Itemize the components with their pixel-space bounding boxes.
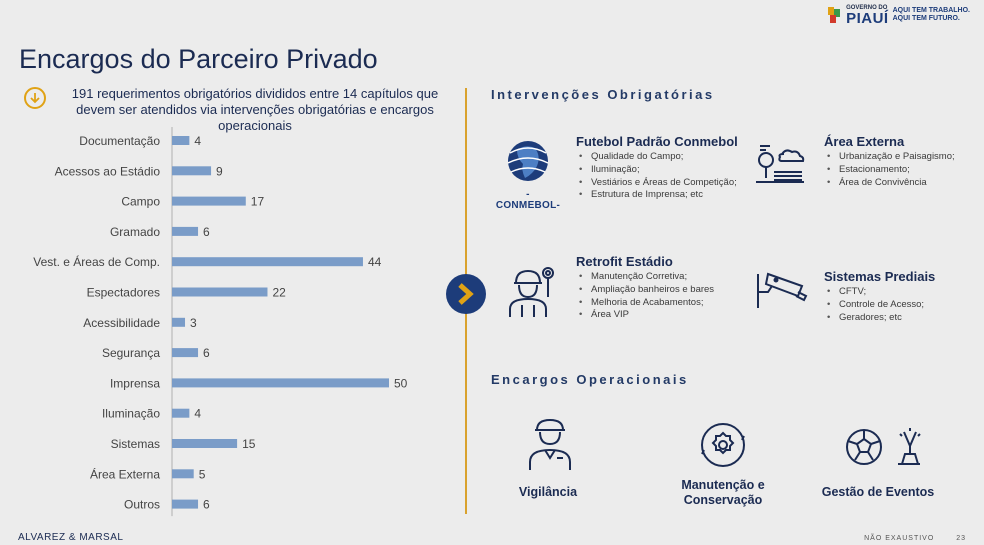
security-guard-icon [527, 418, 573, 477]
logo-slogan-1: AQUI TEM TRABALHO. [892, 7, 970, 15]
category-label: Acessibilidade [83, 315, 160, 330]
intervention-bullet: • Ampliação banheiros e bares [576, 284, 746, 297]
value-label: 6 [203, 224, 210, 239]
intervention-bullet: • Estrutura de Imprensa; etc [576, 189, 746, 202]
footer-disclaimer: NÃO EXAUSTIVO [864, 535, 935, 542]
value-label: 22 [272, 285, 286, 300]
operational-label-line: Conservação [683, 493, 763, 507]
operational-label-eventos [816, 485, 940, 500]
intervention-bullet: • Controle de Acesso; [824, 299, 984, 312]
category-label: Espectadores [86, 285, 160, 300]
operational-label-line: Gestão de Eventos [821, 485, 935, 499]
operational-heading: Encargos Operacionais [491, 372, 689, 387]
page-number: 23 [956, 535, 966, 542]
intervention-bullet: • Área VIP [576, 309, 746, 322]
value-label: 4 [194, 406, 202, 421]
category-label: Imprensa [109, 376, 160, 391]
government-logo [828, 4, 970, 26]
operational-label-line: Vigilância [518, 485, 578, 499]
bar [172, 439, 237, 448]
value-label: 6 [203, 497, 210, 512]
intervention-bullet: • Estacionamento; [824, 164, 984, 177]
intervention-bullet: • Manutenção Corretiva; [576, 271, 746, 284]
value-label: 15 [242, 437, 256, 451]
bar [172, 288, 267, 297]
intervention-bullet: • Urbanização e Paisagismo; [824, 151, 984, 164]
category-label: Gramado [109, 224, 160, 239]
bar [172, 378, 389, 387]
category-label: Vest. e Áreas de Comp. [33, 255, 160, 270]
operational-label-vigilancia [496, 485, 600, 500]
value-label: 44 [367, 255, 382, 270]
footer-company: ALVAREZ & MARSAL [18, 532, 124, 543]
flag-icon [828, 7, 842, 23]
logo-name: PIAUÍ [846, 9, 889, 27]
chevron-right-icon[interactable] [446, 274, 486, 314]
logo-gov-text: GOVERNO DO [846, 4, 888, 11]
category-label: Segurança [101, 346, 160, 361]
category-label: Documentação [79, 134, 160, 148]
intervention-bullet: • Área de Convivência [824, 177, 984, 190]
bar [172, 469, 194, 478]
arrow-down-icon [24, 87, 46, 109]
bar [172, 227, 198, 236]
gear-maintenance-icon [698, 420, 748, 475]
intervention-sistemas [824, 269, 984, 324]
intervention-area-externa [824, 134, 984, 189]
intervention-bullet: • Melhoria de Acabamentos; [576, 297, 746, 310]
summary-text: 191 requerimentos obrigatórios divididos entre 14 capítulos que devem ser atendidos via intervenções obrigatórias e encargos operacionais [71, 86, 439, 133]
technician-icon [506, 263, 558, 324]
conmebol-text: -CONMEBOL- [495, 189, 561, 211]
bar [172, 257, 363, 266]
intervention-bullet: • Iluminação; [576, 164, 746, 177]
conmebol-logo [495, 138, 561, 211]
category-label: Sistemas [110, 437, 160, 451]
bar [172, 500, 198, 509]
intervention-title: Área Externa [824, 134, 905, 149]
landscape-icon [752, 138, 808, 191]
bar [172, 166, 211, 175]
value-label: 5 [198, 467, 206, 482]
category-label: Acessos ao Estádio [54, 164, 160, 179]
page-title: Encargos do Parceiro Privado [19, 44, 378, 74]
category-label: Área Externa [89, 467, 160, 482]
intervention-title: Retrofit Estádio [576, 254, 673, 269]
bar [172, 318, 185, 327]
intervention-bullet: • Vestiários e Áreas de Competição; [576, 177, 746, 190]
interventions-heading: Intervenções Obrigatórias [491, 87, 715, 102]
category-label: Iluminação [101, 406, 160, 421]
value-label: 6 [203, 346, 210, 361]
intervention-bullet: • Qualidade do Campo; [576, 151, 746, 164]
bar [172, 136, 189, 145]
logo-slogan-2: AQUI TEM FUTURO. [892, 15, 960, 22]
value-label: 3 [190, 315, 197, 330]
value-label: 4 [194, 134, 202, 148]
value-label: 17 [250, 194, 265, 209]
value-label: 50 [394, 376, 408, 391]
value-label: 9 [216, 164, 223, 179]
bar [172, 409, 189, 418]
intervention-retrofit [576, 254, 746, 322]
bar [172, 197, 246, 206]
category-label: Campo [121, 194, 160, 209]
intervention-bullet: • Geradores; etc [824, 312, 984, 325]
bar [172, 348, 198, 357]
category-label: Outros [123, 497, 160, 512]
soccer-ball-trophy-icon [844, 426, 928, 473]
operational-label-line: Manutenção e [681, 478, 765, 492]
cctv-camera-icon [754, 266, 808, 317]
intervention-title: Futebol Padrão Conmebol [576, 134, 738, 149]
intervention-bullet: • CFTV; [824, 286, 984, 299]
operational-label-manutencao [668, 478, 778, 508]
footer-note [864, 535, 966, 542]
intervention-conmebol [576, 134, 746, 202]
intervention-title: Sistemas Prediais [824, 269, 936, 284]
bar-chart [0, 125, 440, 520]
